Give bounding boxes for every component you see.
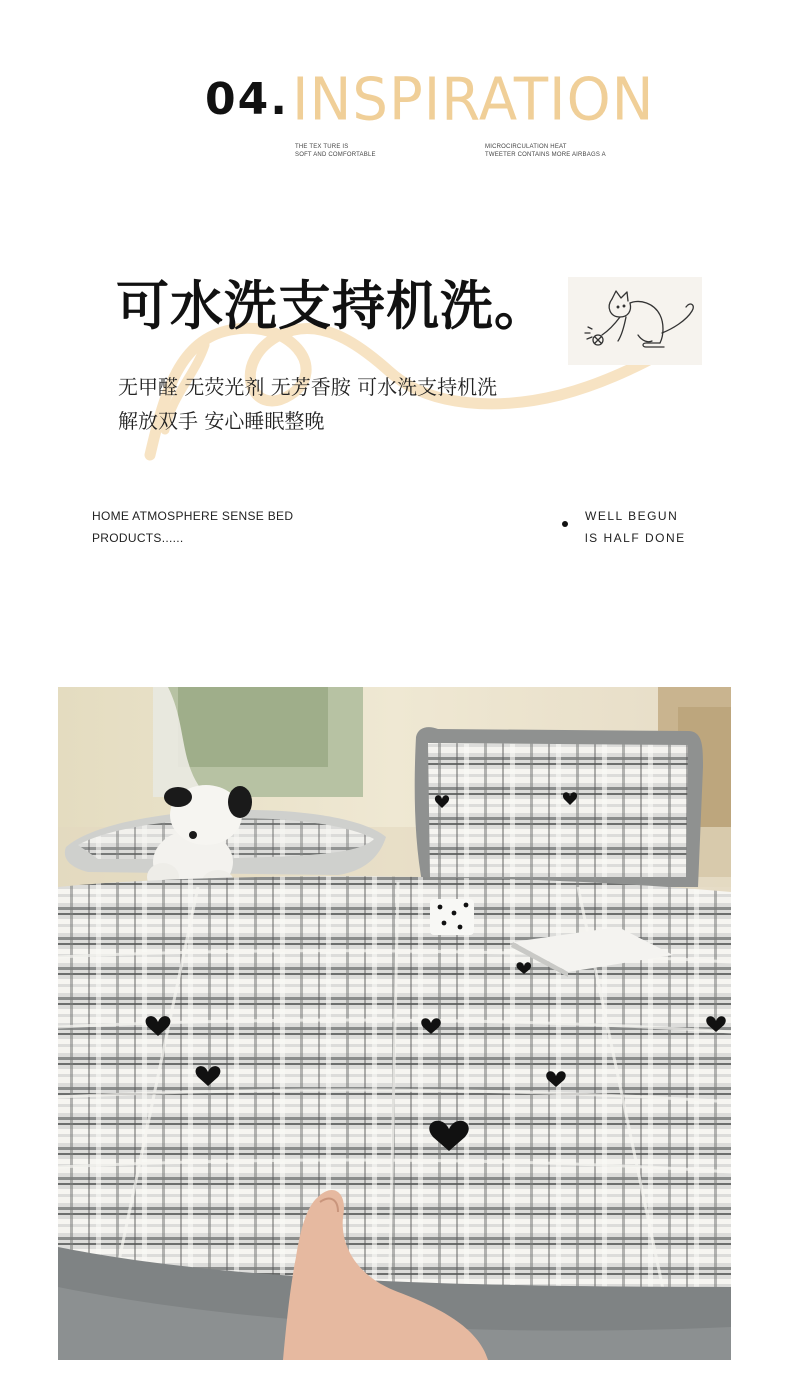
- tagline-left-line: HOME ATMOSPHERE SENSE BED: [92, 509, 294, 523]
- tagline-right-line: lS HALF DONE: [585, 531, 686, 545]
- cat-icon: [568, 277, 702, 365]
- bullet-dot: [562, 521, 568, 527]
- note-right: [485, 143, 606, 159]
- note-right-line: MICROCIRCULATION HEAT: [485, 144, 567, 150]
- product-photo: [58, 687, 731, 1360]
- cat-illustration: [568, 277, 702, 365]
- note-right-line: TWEETER CONTAINS MORE AIRBAGS A: [485, 152, 606, 158]
- section-number: 04.: [205, 74, 289, 125]
- feature-heading: 可水洗支持机洗。: [116, 276, 548, 337]
- note-left: [295, 143, 376, 159]
- feature-line-1: 无甲醛 无荧光剂 无芳香胺 可水洗支持机洗: [118, 375, 498, 399]
- tagline-right: [585, 505, 686, 549]
- section-title: INSPIRATION: [292, 66, 655, 135]
- tagline-left: [92, 505, 293, 549]
- note-left-line: SOFT AND COMFORTABLE: [295, 152, 376, 158]
- tagline-left-line: PRODUCTS......: [92, 531, 184, 545]
- note-left-line: THE TEX TURE IS: [295, 144, 349, 150]
- tagline-right-line: WELL BEGUN: [585, 509, 679, 523]
- feature-line-2: 解放双手 安心睡眠整晚: [118, 409, 325, 433]
